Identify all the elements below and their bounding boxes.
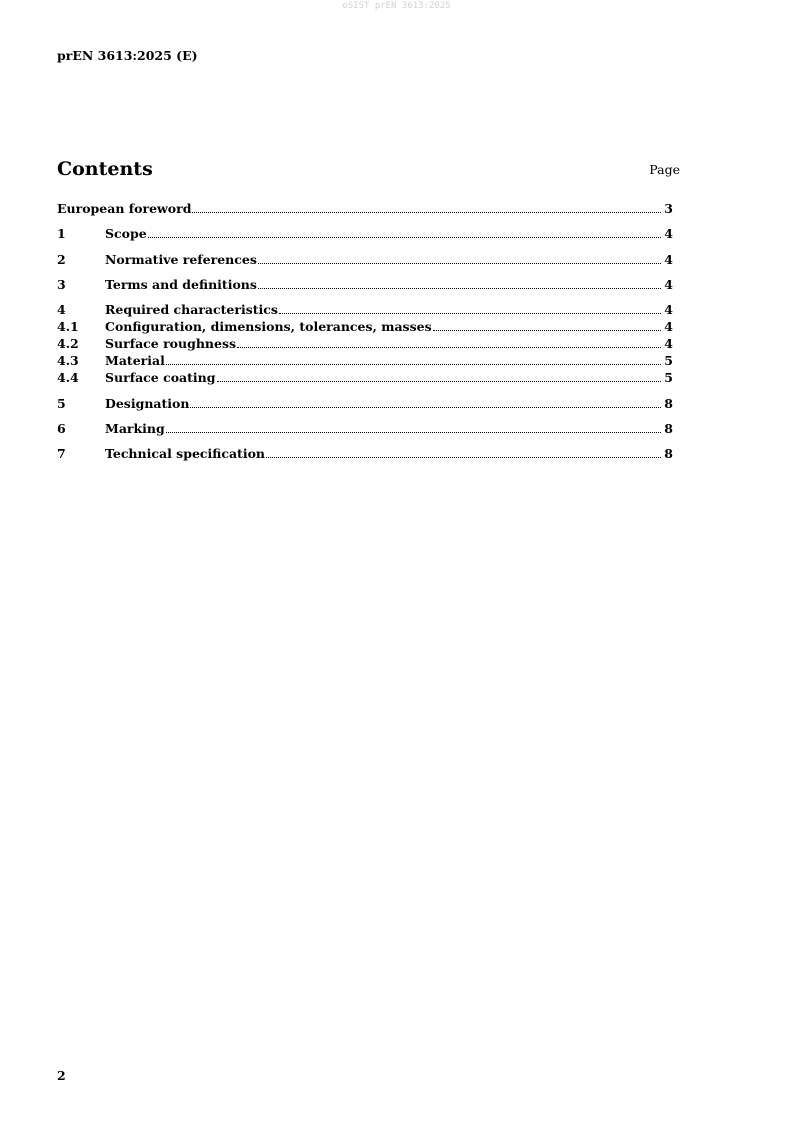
- toc-entry-page: 4: [664, 252, 673, 267]
- dot-leader: [192, 212, 661, 213]
- toc-entry-title: Required characteristics: [105, 302, 278, 317]
- dot-leader: [166, 432, 662, 433]
- toc-entry-number: 1: [57, 226, 66, 241]
- toc-entry-scope[interactable]: [57, 226, 673, 242]
- toc-entry-number: 3: [57, 277, 66, 292]
- page-number: 2: [57, 1068, 66, 1083]
- toc-entry-title: Scope: [105, 226, 147, 241]
- toc-entry-surface-coating[interactable]: [57, 370, 673, 386]
- toc-entry-page: 5: [664, 353, 673, 368]
- toc-entry-page: 8: [664, 446, 673, 461]
- dot-leader: [217, 381, 662, 382]
- dot-leader: [258, 288, 661, 289]
- dot-leader: [266, 457, 661, 458]
- toc-entry-terms-and-definitions[interactable]: [57, 277, 673, 293]
- toc-entry-page: 4: [664, 302, 673, 317]
- toc-entry-page: 4: [664, 319, 673, 334]
- toc-entry-number: 6: [57, 421, 66, 436]
- dot-leader: [237, 347, 661, 348]
- toc-entry-material[interactable]: [57, 353, 673, 369]
- toc-entry-normative-references[interactable]: [57, 252, 673, 268]
- contents-heading: Contents: [57, 158, 153, 180]
- dot-leader: [190, 407, 661, 408]
- toc-entry-required-characteristics[interactable]: [57, 302, 673, 318]
- toc-entry-number: 2: [57, 252, 66, 267]
- toc-entry-title: Normative references: [105, 252, 257, 267]
- toc-entry-number: 4.2: [57, 336, 79, 351]
- toc-entry-marking[interactable]: [57, 421, 673, 437]
- dot-leader: [279, 313, 661, 314]
- dot-leader: [258, 263, 661, 264]
- toc-entry-page: 4: [664, 277, 673, 292]
- toc-entry-title: Marking: [105, 421, 165, 436]
- dot-leader: [166, 364, 661, 365]
- dot-leader: [433, 330, 662, 331]
- toc-entry-designation[interactable]: [57, 396, 673, 412]
- toc-entry-surface-roughness[interactable]: [57, 336, 673, 352]
- page-column-label: Page: [649, 162, 680, 177]
- toc-entry-page: 3: [664, 201, 673, 216]
- toc-entry-title: European foreword: [57, 201, 192, 216]
- toc-entry-title: Terms and definitions: [105, 277, 257, 292]
- toc-entry-number: 4.3: [57, 353, 79, 368]
- toc-entry-number: 7: [57, 446, 66, 461]
- toc-entry-page: 5: [664, 370, 673, 385]
- toc-entry-number: 5: [57, 396, 66, 411]
- toc-entry-title: Surface roughness: [105, 336, 237, 351]
- toc-entry-page: 4: [664, 226, 673, 241]
- document-identifier: prEN 3613:2025 (E): [57, 48, 198, 63]
- toc-entry-page: 4: [664, 336, 673, 351]
- watermark-text: oSIST prEN 3613:2025: [342, 1, 451, 11]
- toc-entry-number: 4.4: [57, 370, 79, 385]
- toc-entry-european-foreword[interactable]: [57, 201, 673, 217]
- toc-entry-configuration-dimensions[interactable]: [57, 319, 673, 335]
- toc-entry-page: 8: [664, 396, 673, 411]
- toc-entry-title: Technical specification: [105, 446, 266, 461]
- toc-entry-title: Material: [105, 353, 165, 368]
- dot-leader: [148, 237, 662, 238]
- toc-entry-number: 4: [57, 302, 66, 317]
- toc-entry-title: Designation: [105, 396, 190, 411]
- toc-entry-page: 8: [664, 421, 673, 436]
- toc-entry-title: Surface coating: [105, 370, 216, 385]
- toc-entry-title: Configuration, dimensions, tolerances, masses: [105, 319, 432, 334]
- toc-entry-technical-specification[interactable]: [57, 446, 673, 462]
- toc-entry-number: 4.1: [57, 319, 79, 334]
